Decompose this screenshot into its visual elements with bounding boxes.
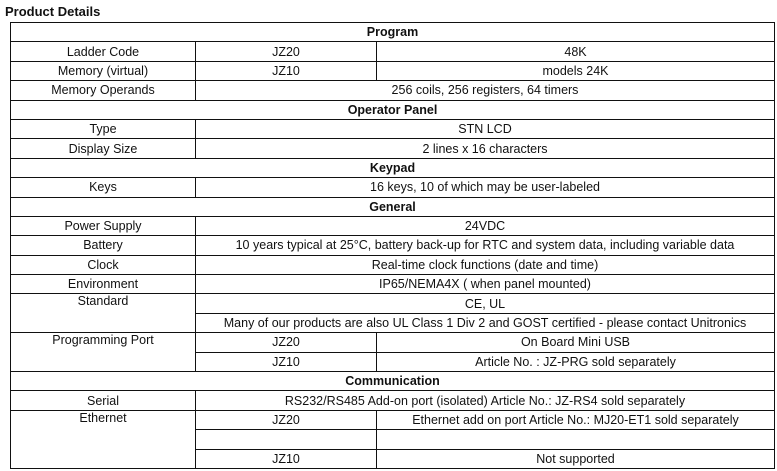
section-row-communication — [11, 372, 775, 391]
table-row — [11, 119, 775, 138]
row-value: models 24K — [377, 61, 775, 80]
section-heading-operator-panel: Operator Panel — [11, 100, 775, 119]
row-label: Keys — [11, 178, 196, 197]
row-value: CE, UL — [196, 294, 775, 313]
table-row — [11, 42, 775, 61]
row-value: STN LCD — [196, 119, 775, 138]
row-model: JZ10 — [196, 449, 377, 468]
row-value: 16 keys, 10 of which may be user-labeled — [196, 178, 775, 197]
table-row — [11, 178, 775, 197]
table-row — [11, 333, 775, 352]
section-row-operator-panel — [11, 100, 775, 119]
row-value: Not supported — [377, 449, 775, 468]
row-value: 48K — [377, 42, 775, 61]
table-row — [11, 294, 775, 313]
row-model: JZ20 — [196, 333, 377, 352]
row-label: Display Size — [11, 139, 196, 158]
row-label: Memory (virtual) — [11, 61, 196, 80]
row-label: Standard — [11, 294, 196, 333]
row-label: Programming Port — [11, 333, 196, 372]
row-model: JZ20 — [196, 410, 377, 429]
row-label: Power Supply — [11, 216, 196, 235]
row-label: Type — [11, 119, 196, 138]
row-value: 256 coils, 256 registers, 64 timers — [196, 81, 775, 100]
section-row-keypad — [11, 158, 775, 177]
row-label: Serial — [11, 391, 196, 410]
row-model: JZ10 — [196, 352, 377, 371]
table-row — [11, 391, 775, 410]
row-label: Memory Operands — [11, 81, 196, 100]
row-value: Real-time clock functions (date and time) — [196, 255, 775, 274]
product-details-table — [10, 22, 775, 469]
row-label: Ladder Code — [11, 42, 196, 61]
row-value: Article No. : JZ-PRG sold separately — [377, 352, 775, 371]
row-value — [377, 430, 775, 449]
row-label: Environment — [11, 275, 196, 294]
table-row — [11, 275, 775, 294]
page-title: Product Details — [5, 4, 101, 19]
section-heading-program: Program — [11, 23, 775, 42]
row-value: 10 years typical at 25°C, battery back-up for RTC and system data, including variable data — [196, 236, 775, 255]
row-value: 2 lines x 16 characters — [196, 139, 775, 158]
row-value: On Board Mini USB — [377, 333, 775, 352]
table-row — [11, 61, 775, 80]
table-row — [11, 255, 775, 274]
row-label: Ethernet — [11, 410, 196, 468]
row-value: 24VDC — [196, 216, 775, 235]
section-row-program — [11, 23, 775, 42]
row-value: IP65/NEMA4X ( when panel mounted) — [196, 275, 775, 294]
row-model: JZ20 — [196, 42, 377, 61]
row-value: Ethernet add on port Article No.: MJ20-ET1 sold separately — [377, 410, 775, 429]
row-note: Many of our products are also UL Class 1 Div 2 and GOST certified - please contact Unitronics — [196, 313, 775, 332]
table-row — [11, 236, 775, 255]
row-value: RS232/RS485 Add-on port (isolated) Article No.: JZ-RS4 sold separately — [196, 391, 775, 410]
section-heading-communication: Communication — [11, 372, 775, 391]
table-row — [11, 81, 775, 100]
section-row-general — [11, 197, 775, 216]
table-row — [11, 410, 775, 429]
row-model: JZ10 — [196, 61, 377, 80]
row-label: Clock — [11, 255, 196, 274]
section-heading-general: General — [11, 197, 775, 216]
section-heading-keypad: Keypad — [11, 158, 775, 177]
row-model — [196, 430, 377, 449]
row-label: Battery — [11, 236, 196, 255]
table-row — [11, 139, 775, 158]
table-row — [11, 216, 775, 235]
